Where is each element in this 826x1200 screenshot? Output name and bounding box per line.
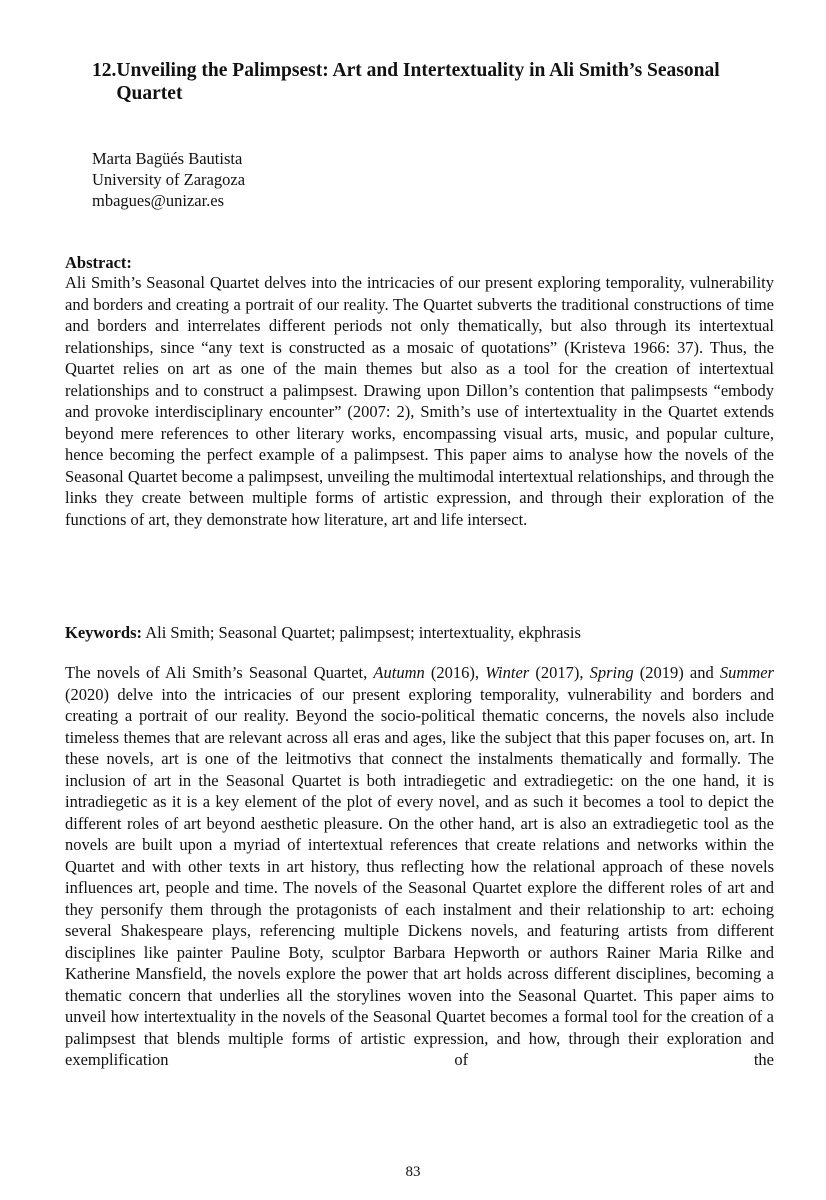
abstract-text: Ali Smith’s Seasonal Quartet delves into the intricacies of our present exploring temporality, vulnerability and borders and creating a portrait of our reality. The Quartet subverts the traditional constructions of time and borders and interrelates different periods not only thematically, but also through its intertextual relationships, since “any text is constructed as a mosaic of quotations” (Kristeva 1966: 37). Thus, the Quartet relies on art as one of the main themes but also as a tool for the creation of intertextual relationships and to construct a palimpsest. Drawing upon Dillon’s contention that palimpsests “embody and provoke interdisciplinary encounter” (2007: 2), Smith’s use of intertextuality in the Quartet extends beyond mere references to other literary works, encompassing visual arts, music, and popular culture, hence becoming the perfect example of a palimpsest. This paper aims to analyse how the novels of the Seasonal Quartet become a palimpsest, unveiling the multimodal intertextual relationships, and through the links they create between multiple forms of artistic expression, and through their exploration of the functions of art, they demonstrate how literature, art and life intersect. — [65, 273, 774, 529]
title-winter: Winter — [485, 663, 530, 682]
title-autumn: Autumn — [373, 663, 425, 682]
keywords-line — [65, 622, 774, 643]
autumn-year: (2016), — [424, 663, 486, 682]
title-spring: Spring — [589, 663, 634, 682]
author-affiliation: University of Zaragoza — [92, 170, 246, 189]
author-email: mbagues@unizar.es — [92, 191, 225, 210]
keywords-text: Ali Smith; Seasonal Quartet; palimpsest; intertextuality, ekphrasis — [142, 623, 581, 642]
body-paragraph — [65, 662, 774, 1071]
page-number: 83 — [405, 1164, 421, 1180]
body-intro: The novels of Ali Smith’s Seasonal Quartet, — [65, 663, 374, 682]
title-summer: Summer — [719, 663, 774, 682]
body-rest: (2020) delve into the intricacies of our present exploring temporality, vulnerability and borders and creating a portrait of our reality. Beyond the socio-political thematic concerns, the novels also include timeless themes that are relevant across all eras and ages, like the subject that this paper focuses on, art. In these novels, art is one of the leitmotivs that connect the instalments thematically and formally. The inclusion of art in the Seasonal Quartet is both intradiegetic and extradiegetic: on the one hand, it is intradiegetic as it is a key element of the plot of every novel, and as such it becomes a tool to depict the different roles of art beyond aesthetic pleasure. On the other hand, art is also an extradiegetic tool as the novels are built upon a myriad of intertextual references that create relations and networks within the Quartet and with other texts in art history, thus reflecting how the relational approach of these novels influences art, people and time. The novels of the Seasonal Quartet explore the different roles of art and they personify them through the protagonists of each instalment and their relationship to art: echoing several Shakespeare plays, referencing multiple Dickens novels, and featuring artists from different disciplines like painter Pauline Boty, sculptor Barbara Hepworth or authors Rainer Maria Rilke and Katherine Mansfield, the novels explore the power that art holds across different disciplines, becoming a thematic concern that underlies all the storylines woven into the Seasonal Quartet. This paper aims to unveil how intertextuality in the novels of the Seasonal Quartet becomes a formal tool for the creation of a palimpsest that blends multiple forms of artistic expression, and how, through their exploration and exemplification of the — [65, 684, 774, 1069]
chapter-title — [92, 59, 752, 105]
author-name: Marta Bagüés Bautista — [92, 149, 243, 168]
winter-year: (2017), — [529, 663, 590, 682]
chapter-number: 12. — [92, 60, 117, 81]
spring-year: (2019) and — [633, 663, 720, 682]
chapter-title-text: Unveiling the Palimpsest: Art and Intertextuality in Ali Smith’s Seasonal Quartet — [116, 60, 720, 104]
keywords-label: Keywords: — [65, 623, 142, 642]
abstract-heading: Abstract: — [65, 253, 132, 272]
author-block — [92, 148, 245, 211]
